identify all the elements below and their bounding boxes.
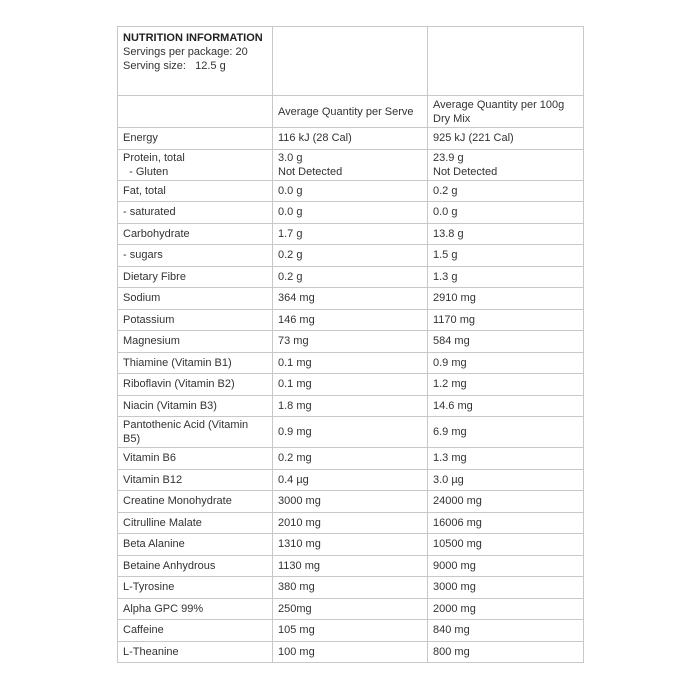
nutrient-name: Citrulline Malate [123,516,202,529]
nutrient-row [118,448,584,470]
nutrient-name: Fat, total [123,184,166,197]
nutrient-name: - sugars [123,249,163,262]
per-100g-value-cell [428,512,584,534]
nutrient-row [118,223,584,245]
nutrient-row [118,266,584,288]
nutrient-name: Alpha GPC 99% [123,602,204,615]
per-100g-value: 9000 mg [433,559,476,572]
per-serve-value: 1.7 g [278,227,303,240]
nutrient-row [118,641,584,663]
per-100g-value: 2000 mg [433,602,476,615]
nutrient-name: Beta Alanine [123,538,185,551]
per-serve-value: 0.0 g [278,184,303,197]
per-100g-value-cell [428,491,584,513]
nutrient-row [118,128,584,150]
servings-per-package: Servings per package: 20 [123,46,248,58]
nutrient-subname: - Gluten [123,165,169,178]
per-serve-value: 3.0 g [278,151,303,164]
nutrient-name-cell [118,374,273,396]
nutrient-row [118,534,584,556]
per-100g-value: 1.5 g [433,249,458,262]
nutrient-name-cell [118,128,273,150]
per-serve-value-cell [273,331,428,353]
nutrient-name: Dietary Fibre [123,270,186,283]
per-100g-value: 23.9 g [433,151,464,164]
per-serve-value: 100 mg [278,645,315,658]
per-100g-value: 3000 mg [433,581,476,594]
nutrient-name-cell [118,331,273,353]
nutrient-name-cell [118,598,273,620]
nutrient-row [118,331,584,353]
per-serve-value-cell [273,469,428,491]
per-serve-value-cell [273,577,428,599]
per-100g-value-cell [428,534,584,556]
per-serve-value: 0.2 g [278,249,303,262]
per-100g-value: 1170 mg [433,313,475,326]
per-serve-value: 73 mg [278,335,309,348]
nutrient-name: - saturated [123,206,176,219]
nutrient-name: Protein, total [123,151,185,164]
nutrient-row [118,417,584,448]
per-100g-value-cell [428,641,584,663]
nutrient-name-cell [118,288,273,310]
nutrient-name: Thiamine (Vitamin B1) [123,356,232,369]
nutrient-name: Carbohydrate [123,227,190,240]
per-100g-value: 1.3 g [433,270,458,283]
nutrient-name-cell [118,491,273,513]
per-100g-value: 840 mg [433,624,470,637]
per-serve-value-cell [273,128,428,150]
per-100g-value: 24000 mg [433,495,482,508]
per-100g-value-cell [428,598,584,620]
nutrient-row [118,620,584,642]
nutrient-name-cell [118,395,273,417]
per-serve-value: 1130 mg [278,559,320,572]
per-100g-value-cell [428,331,584,353]
nutrient-name-cell [118,245,273,267]
per-100g-value: 800 mg [433,645,470,658]
nutrient-name-cell [118,555,273,577]
nutrient-row [118,469,584,491]
per-100g-value-cell [428,620,584,642]
nutrient-name: Vitamin B12 [123,473,183,486]
nutrient-name: Vitamin B6 [123,452,176,465]
per-serve-value: 250mg [278,602,312,615]
per-100g-value-cell [428,309,584,331]
per-serve-value-cell [273,180,428,202]
per-100g-value-cell [428,469,584,491]
per-100g-value: 584 mg [433,335,470,348]
nutrient-name: Caffeine [123,624,164,637]
per-serve-value-cell [273,309,428,331]
per-serve-value: 3000 mg [278,495,321,508]
per-100g-value-cell [428,352,584,374]
per-100g-value-cell [428,448,584,470]
per-serve-value: 364 mg [278,292,315,305]
per-100g-value: 13.8 g [433,227,464,240]
per-serve-value: 0.1 mg [278,356,312,369]
per-100g-value: 0.9 mg [433,356,467,369]
per-100g-value-cell [428,555,584,577]
per-100g-value: 10500 mg [433,538,482,551]
nutrient-name-cell [118,641,273,663]
empty-cell [273,27,428,96]
nutrient-name: Niacin (Vitamin B3) [123,399,217,412]
per-serve-value-cell [273,223,428,245]
per-100g-value-cell [428,288,584,310]
per-serve-value: 0.2 g [278,270,303,283]
per-serve-value-cell [273,448,428,470]
per-serve-value-cell [273,534,428,556]
per-100g-value-cell [428,417,584,448]
nutrient-name-cell [118,223,273,245]
nutrient-rows [118,128,584,663]
nutrient-name-cell [118,534,273,556]
per-100g-value-cell [428,245,584,267]
nutrient-name-cell [118,180,273,202]
per-100g-value: 2910 mg [433,292,476,305]
per-serve-value: 0.2 mg [278,452,312,465]
per-100g-value: 16006 mg [433,516,482,529]
nutrient-name: Potassium [123,313,175,326]
per-serve-value-cell [273,352,428,374]
panel-info-cell [118,27,273,96]
nutrient-name-cell [118,309,273,331]
per-serve-value-cell [273,598,428,620]
per-100g-value: 925 kJ (221 Cal) [433,132,514,145]
per-serve-value: 2010 mg [278,516,321,529]
nutrient-name-cell [118,620,273,642]
per-serve-value-cell [273,149,428,180]
per-serve-value-cell [273,288,428,310]
nutrient-name: Creatine Monohydrate [123,495,232,508]
per-serve-value-cell [273,202,428,224]
per-serve-value-cell [273,417,428,448]
nutrient-name-cell [118,577,273,599]
column-header-per-100g: Average Quantity per 100g Dry Mix [428,96,584,128]
per-serve-subvalue: Not Detected [278,165,343,178]
per-serve-value-cell [273,266,428,288]
per-serve-value-cell [273,641,428,663]
nutrient-row [118,352,584,374]
nutrient-name-cell [118,417,273,448]
nutrient-row [118,309,584,331]
per-serve-value-cell [273,512,428,534]
nutrient-row [118,555,584,577]
nutrient-name: Magnesium [123,335,180,348]
nutrient-row [118,395,584,417]
nutrient-row [118,202,584,224]
panel-info-row [118,27,584,96]
nutrient-name: L-Tyrosine [123,581,175,594]
per-serve-value-cell [273,555,428,577]
empty-cell [428,27,584,96]
nutrient-name: Riboflavin (Vitamin B2) [123,378,235,391]
nutrient-row [118,598,584,620]
per-serve-value-cell [273,620,428,642]
nutrient-row [118,149,584,180]
per-100g-value: 0.2 g [433,184,458,197]
per-serve-value: 1310 mg [278,538,321,551]
per-100g-value: 14.6 mg [433,399,473,412]
per-100g-value-cell [428,395,584,417]
nutrient-row [118,577,584,599]
per-serve-value-cell [273,491,428,513]
per-serve-value: 105 mg [278,624,315,637]
per-100g-value: 1.2 mg [433,378,467,391]
per-serve-value-cell [273,245,428,267]
nutrient-name-cell [118,469,273,491]
nutrient-row [118,512,584,534]
per-serve-value: 0.0 g [278,206,303,219]
nutrient-name: L-Theanine [123,645,179,658]
per-serve-value: 0.9 mg [278,426,312,438]
nutrient-name: Sodium [123,292,161,305]
nutrient-name-cell [118,149,273,180]
per-serve-value: 1.8 mg [278,399,312,412]
nutrient-row [118,245,584,267]
per-serve-value: 116 kJ (28 Cal) [278,132,352,145]
nutrient-row [118,288,584,310]
nutrition-information-table [117,26,584,663]
per-100g-value: 3.0 µg [433,473,464,486]
per-100g-value-cell [428,223,584,245]
nutrient-row [118,491,584,513]
nutrient-row [118,180,584,202]
per-100g-value-cell [428,128,584,150]
per-100g-value-cell [428,374,584,396]
per-100g-value-cell [428,577,584,599]
nutrient-name-cell [118,448,273,470]
empty-cell [118,96,273,128]
per-100g-value-cell [428,180,584,202]
column-header-per-serve: Average Quantity per Serve [273,96,428,128]
nutrient-name: Betaine Anhydrous [123,559,216,572]
per-serve-value-cell [273,395,428,417]
nutrient-row [118,374,584,396]
per-serve-value: 380 mg [278,581,315,594]
column-header-row [118,96,584,128]
per-100g-value-cell [428,266,584,288]
per-serve-value-cell [273,374,428,396]
per-100g-value-cell [428,149,584,180]
nutrient-name: Pantothenic Acid (Vitamin B5) [123,419,249,445]
per-serve-value: 146 mg [278,313,315,326]
nutrient-name-cell [118,266,273,288]
serving-size: Serving size: 12.5 g [123,60,226,72]
per-100g-subvalue: Not Detected [433,165,498,178]
per-100g-value: 0.0 g [433,206,458,219]
per-serve-value: 0.4 µg [278,473,309,486]
nutrient-name-cell [118,352,273,374]
per-100g-value-cell [428,202,584,224]
per-100g-value: 1.3 mg [433,452,467,465]
per-serve-value: 0.1 mg [278,378,312,391]
nutrient-name: Energy [123,132,158,145]
nutrient-name-cell [118,512,273,534]
per-100g-value: 6.9 mg [433,426,467,438]
panel-title: NUTRITION INFORMATION [123,32,263,44]
nutrient-name-cell [118,202,273,224]
